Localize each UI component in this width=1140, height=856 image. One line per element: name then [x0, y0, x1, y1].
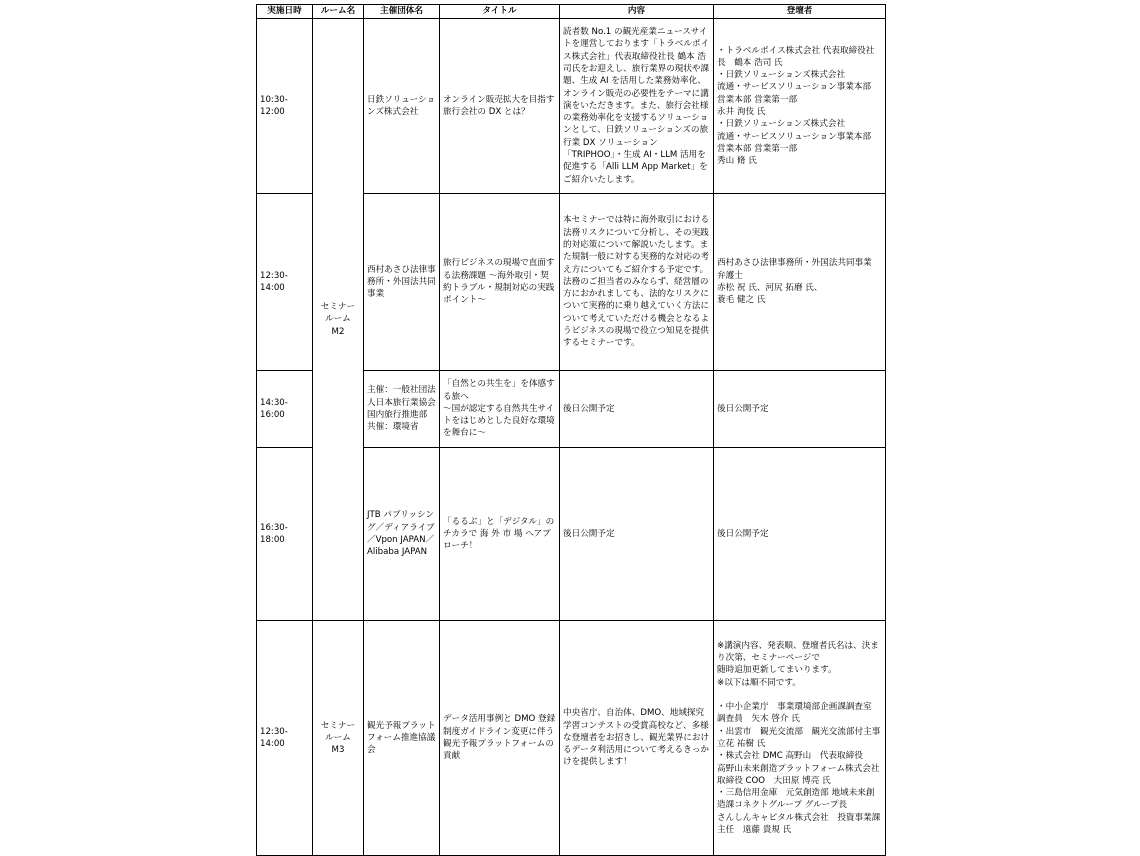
time-cell: 10:30- 12:00 [257, 19, 313, 194]
organizer-cell: 主催：一般社団法人日本旅行業協会 国内旅行推進部 共催：環境省 [364, 371, 440, 448]
header-row [257, 5, 886, 19]
speakers-cell: 後日公開予定 [714, 448, 886, 621]
table-row [257, 19, 886, 194]
header-content: 内容 [560, 5, 714, 19]
header-time: 実施日時 [257, 5, 313, 19]
time-cell: 14:30- 16:00 [257, 371, 313, 448]
time-cell: 12:30- 14:00 [257, 194, 313, 371]
schedule-table [256, 4, 886, 856]
speakers-cell: ※講演内容、発表順、登壇者氏名は、決まり次第、セミナーページで 随時追加更新してまいります。 ※以下は順不同です。 ・中小企業庁 事業環境部企画課調査室 調査員 矢木 啓介 氏 ・出雲市 観光交流部 観光交流部付主事 立花 祐樹 氏 ・株式会社 DMC 高野山 代表取締役 高野山未来創造プラットフォーム株式会社 取締役 COO 大田原 博亮 氏 ・三島信用金庫 元気創造部 地域未来創造課コネクトグループ グループ長 さんしんキャピタル株式会社 投資事業課 主任 遠藤 貴規 氏 [714, 621, 886, 856]
title-cell: オンライン販売拡大を目指す旅行会社の DX とは？ [440, 19, 560, 194]
header-organizer: 主催団体名 [364, 5, 440, 19]
table-row [257, 621, 886, 856]
organizer-cell: 観光予報プラットフォーム推進協議会 [364, 621, 440, 856]
title-cell: 「るるぶ」と「デジタル」のチカラで 海 外 市 場 へアプローチ！ [440, 448, 560, 621]
organizer-cell: 西村あさひ法律事務所・外国法共同事業 [364, 194, 440, 371]
organizer-cell: JTB パブリッシング／ディアライブ／Vpon JAPAN／Alibaba JAPAN [364, 448, 440, 621]
time-cell: 16:30- 18:00 [257, 448, 313, 621]
header-speakers: 登壇者 [714, 5, 886, 19]
speakers-cell: ・トラベルボイス株式会社 代表取締役社長 鶴本 浩司 氏 ・日鉄ソリューションズ株式会社 流通・サービスソリューション事業本部 営業本部 営業第一部 永井 洵伎 氏 ・日鉄ソリューションズ株式会社 流通・サービスソリューション事業本部 営業本部 営業第一部 秀山 脩 氏 [714, 19, 886, 194]
header-title: タイトル [440, 5, 560, 19]
title-cell: データ活用事例と DMO 登録制度ガイドライン変更に伴う観光予報プラットフォームの貢献 [440, 621, 560, 856]
content-cell: 本セミナーでは特に海外取引における法務リスクについて分析し、その実践的対応策について解説いたします。また規制一般に対する実務的な対応の考え方についてもご紹介する予定です。法務のご担当者のみならず、経営層の方におかれましても、法的なリスクについて実務的に乗り越えていく方法について考えていただける機会となるようビジネスの現場で役立つ知見を提供するセミナーです。 [560, 194, 714, 371]
title-cell: 「自然との共生を」を体感する旅へ ～国が認定する自然共生サイトをはじめとした良好な環境を舞台に～ [440, 371, 560, 448]
content-cell: 後日公開予定 [560, 448, 714, 621]
content-cell: 読者数 No.1 の観光産業ニュースサイトを運営しております「トラベルボイス株式会社」代表取締役社長 鶴本 浩司氏をお迎えし、旅行業界の現状や課題、生成 AI を活用した業務効率化、オンライン販売の必要性をテーマに講演をいただきます。また、旅行会社様の業務効率化を支援するソリューションとして、日鉄ソリューションズの旅行業 DX ソリューション「TRIPHOO」・生成 AI・LLM 活用を促進する「Alli LLM App Market」をご紹介いたします。 [560, 19, 714, 194]
organizer-cell: 日鉄ソリューションズ株式会社 [364, 19, 440, 194]
room-cell-m2: セミナー ルーム M2 [313, 19, 364, 621]
time-cell: 12:30- 14:00 [257, 621, 313, 856]
content-cell: 後日公開予定 [560, 371, 714, 448]
title-cell: 旅行ビジネスの現場で直面する法務課題 ～海外取引・契約トラブル・規制対応の実践ポイント～ [440, 194, 560, 371]
content-cell: 中央省庁、自治体、DMO、地域探究学習コンテストの受賞高校など、多様な登壇者をお招きし、観光業界におけるデータ利活用について考えるきっかけを提供します！ [560, 621, 714, 856]
speakers-cell: 後日公開予定 [714, 371, 886, 448]
speakers-cell: 西村あさひ法律事務所・外国法共同事業 弁護士 赤松 祝 氏、河尻 拓磨 氏、 蓑毛 健之 氏 [714, 194, 886, 371]
header-room: ルーム名 [313, 5, 364, 19]
room-cell-m3: セミナー ルーム M3 [313, 621, 364, 856]
